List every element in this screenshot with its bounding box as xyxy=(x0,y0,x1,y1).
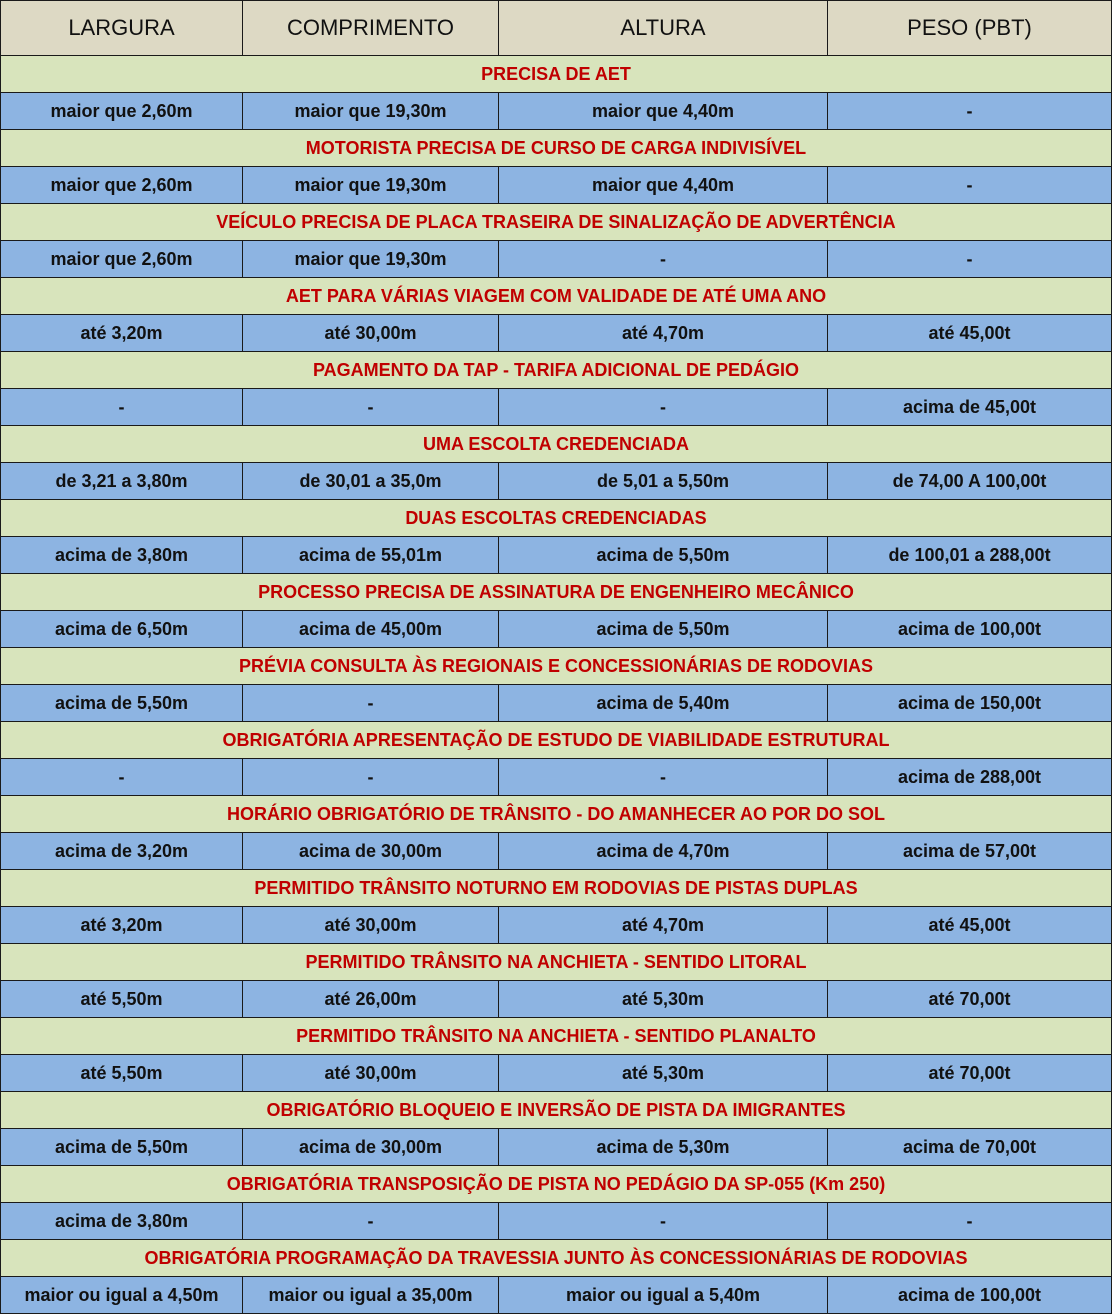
value-cell-peso: até 45,00t xyxy=(828,907,1112,944)
value-cell-peso: de 100,01 a 288,00t xyxy=(828,537,1112,574)
value-cell-comprimento: maior que 19,30m xyxy=(243,241,499,278)
value-cell-peso: - xyxy=(828,93,1112,130)
section-row xyxy=(1,722,1112,759)
value-cell-altura: maior que 4,40m xyxy=(499,167,828,204)
section-title: PROCESSO PRECISA DE ASSINATURA DE ENGENHEIRO MECÂNICO xyxy=(1,574,1112,611)
section-row xyxy=(1,870,1112,907)
section-title: PERMITIDO TRÂNSITO NA ANCHIETA - SENTIDO LITORAL xyxy=(1,944,1112,981)
value-cell-peso: - xyxy=(828,1203,1112,1240)
values-row xyxy=(1,1129,1112,1166)
section-row xyxy=(1,352,1112,389)
values-row xyxy=(1,1203,1112,1240)
section-title: AET PARA VÁRIAS VIAGEM COM VALIDADE DE ATÉ UMA ANO xyxy=(1,278,1112,315)
value-cell-comprimento: acima de 30,00m xyxy=(243,1129,499,1166)
values-row xyxy=(1,907,1112,944)
section-title: PERMITIDO TRÂNSITO NA ANCHIETA - SENTIDO PLANALTO xyxy=(1,1018,1112,1055)
value-cell-largura: maior que 2,60m xyxy=(1,241,243,278)
value-cell-altura: acima de 4,70m xyxy=(499,833,828,870)
values-row xyxy=(1,537,1112,574)
value-cell-comprimento: acima de 30,00m xyxy=(243,833,499,870)
values-row xyxy=(1,389,1112,426)
value-cell-comprimento: acima de 45,00m xyxy=(243,611,499,648)
section-row xyxy=(1,426,1112,463)
value-cell-altura: acima de 5,50m xyxy=(499,537,828,574)
value-cell-comprimento: - xyxy=(243,389,499,426)
value-cell-largura: - xyxy=(1,389,243,426)
value-cell-peso: de 74,00 A 100,00t xyxy=(828,463,1112,500)
section-title: OBRIGATÓRIA TRANSPOSIÇÃO DE PISTA NO PEDÁGIO DA SP-055 (Km 250) xyxy=(1,1166,1112,1203)
section-row xyxy=(1,574,1112,611)
value-cell-comprimento: acima de 55,01m xyxy=(243,537,499,574)
value-cell-largura: acima de 5,50m xyxy=(1,1129,243,1166)
header-peso: PESO (PBT) xyxy=(828,1,1112,56)
header-comprimento: COMPRIMENTO xyxy=(243,1,499,56)
value-cell-altura: até 4,70m xyxy=(499,315,828,352)
values-row xyxy=(1,315,1112,352)
value-cell-largura: acima de 3,20m xyxy=(1,833,243,870)
value-cell-peso: acima de 70,00t xyxy=(828,1129,1112,1166)
section-row xyxy=(1,648,1112,685)
value-cell-comprimento: maior que 19,30m xyxy=(243,167,499,204)
values-row xyxy=(1,1055,1112,1092)
section-title: PERMITIDO TRÂNSITO NOTURNO EM RODOVIAS DE PISTAS DUPLAS xyxy=(1,870,1112,907)
value-cell-altura: - xyxy=(499,241,828,278)
value-cell-largura: até 3,20m xyxy=(1,315,243,352)
value-cell-largura: até 5,50m xyxy=(1,1055,243,1092)
value-cell-comprimento: até 30,00m xyxy=(243,907,499,944)
value-cell-comprimento: - xyxy=(243,759,499,796)
value-cell-altura: até 5,30m xyxy=(499,981,828,1018)
section-title: PRÉVIA CONSULTA ÀS REGIONAIS E CONCESSIONÁRIAS DE RODOVIAS xyxy=(1,648,1112,685)
values-row xyxy=(1,685,1112,722)
section-row xyxy=(1,796,1112,833)
value-cell-peso: até 45,00t xyxy=(828,315,1112,352)
section-row xyxy=(1,944,1112,981)
values-row xyxy=(1,611,1112,648)
values-row xyxy=(1,981,1112,1018)
value-cell-peso: acima de 288,00t xyxy=(828,759,1112,796)
section-title: PRECISA DE AET xyxy=(1,56,1112,93)
value-cell-altura: acima de 5,30m xyxy=(499,1129,828,1166)
values-row xyxy=(1,759,1112,796)
value-cell-altura: até 4,70m xyxy=(499,907,828,944)
section-title: OBRIGATÓRIA APRESENTAÇÃO DE ESTUDO DE VIABILIDADE ESTRUTURAL xyxy=(1,722,1112,759)
value-cell-largura: maior ou igual a 4,50m xyxy=(1,1277,243,1314)
section-row xyxy=(1,1166,1112,1203)
value-cell-largura: maior que 2,60m xyxy=(1,93,243,130)
value-cell-comprimento: maior que 19,30m xyxy=(243,93,499,130)
value-cell-comprimento: - xyxy=(243,1203,499,1240)
header-largura: LARGURA xyxy=(1,1,243,56)
value-cell-largura: acima de 3,80m xyxy=(1,1203,243,1240)
value-cell-peso: acima de 100,00t xyxy=(828,611,1112,648)
value-cell-altura: até 5,30m xyxy=(499,1055,828,1092)
value-cell-peso: acima de 57,00t xyxy=(828,833,1112,870)
section-row xyxy=(1,1240,1112,1277)
value-cell-altura: - xyxy=(499,389,828,426)
value-cell-comprimento: maior ou igual a 35,00m xyxy=(243,1277,499,1314)
section-row xyxy=(1,278,1112,315)
value-cell-largura: até 5,50m xyxy=(1,981,243,1018)
section-title: OBRIGATÓRIO BLOQUEIO E INVERSÃO DE PISTA DA IMIGRANTES xyxy=(1,1092,1112,1129)
value-cell-largura: de 3,21 a 3,80m xyxy=(1,463,243,500)
values-row xyxy=(1,167,1112,204)
section-row xyxy=(1,1018,1112,1055)
section-title: UMA ESCOLTA CREDENCIADA xyxy=(1,426,1112,463)
section-title: DUAS ESCOLTAS CREDENCIADAS xyxy=(1,500,1112,537)
value-cell-largura: acima de 5,50m xyxy=(1,685,243,722)
table-body xyxy=(1,56,1112,1314)
value-cell-largura: acima de 6,50m xyxy=(1,611,243,648)
section-title: HORÁRIO OBRIGATÓRIO DE TRÂNSITO - DO AMANHECER AO POR DO SOL xyxy=(1,796,1112,833)
value-cell-largura: - xyxy=(1,759,243,796)
value-cell-altura: - xyxy=(499,1203,828,1240)
section-row xyxy=(1,204,1112,241)
header-altura: ALTURA xyxy=(499,1,828,56)
value-cell-largura: maior que 2,60m xyxy=(1,167,243,204)
value-cell-altura: - xyxy=(499,759,828,796)
value-cell-peso: - xyxy=(828,167,1112,204)
value-cell-altura: maior que 4,40m xyxy=(499,93,828,130)
header-row xyxy=(1,1,1112,56)
value-cell-comprimento: até 30,00m xyxy=(243,315,499,352)
values-row xyxy=(1,833,1112,870)
value-cell-peso: acima de 45,00t xyxy=(828,389,1112,426)
section-title: MOTORISTA PRECISA DE CURSO DE CARGA INDIVISÍVEL xyxy=(1,130,1112,167)
value-cell-comprimento: de 30,01 a 35,0m xyxy=(243,463,499,500)
value-cell-altura: maior ou igual a 5,40m xyxy=(499,1277,828,1314)
values-row xyxy=(1,241,1112,278)
value-cell-peso: até 70,00t xyxy=(828,1055,1112,1092)
value-cell-largura: acima de 3,80m xyxy=(1,537,243,574)
value-cell-altura: acima de 5,40m xyxy=(499,685,828,722)
value-cell-peso: acima de 150,00t xyxy=(828,685,1112,722)
section-row xyxy=(1,500,1112,537)
value-cell-peso: acima de 100,00t xyxy=(828,1277,1112,1314)
section-row xyxy=(1,130,1112,167)
section-title: VEÍCULO PRECISA DE PLACA TRASEIRA DE SINALIZAÇÃO DE ADVERTÊNCIA xyxy=(1,204,1112,241)
section-title: PAGAMENTO DA TAP - TARIFA ADICIONAL DE PEDÁGIO xyxy=(1,352,1112,389)
value-cell-comprimento: até 26,00m xyxy=(243,981,499,1018)
values-row xyxy=(1,93,1112,130)
values-row xyxy=(1,463,1112,500)
section-row xyxy=(1,56,1112,93)
value-cell-comprimento: - xyxy=(243,685,499,722)
value-cell-peso: até 70,00t xyxy=(828,981,1112,1018)
value-cell-altura: de 5,01 a 5,50m xyxy=(499,463,828,500)
section-title: OBRIGATÓRIA PROGRAMAÇÃO DA TRAVESSIA JUNTO ÀS CONCESSIONÁRIAS DE RODOVIAS xyxy=(1,1240,1112,1277)
value-cell-largura: até 3,20m xyxy=(1,907,243,944)
value-cell-altura: acima de 5,50m xyxy=(499,611,828,648)
section-row xyxy=(1,1092,1112,1129)
value-cell-peso: - xyxy=(828,241,1112,278)
values-row xyxy=(1,1277,1112,1314)
value-cell-comprimento: até 30,00m xyxy=(243,1055,499,1092)
